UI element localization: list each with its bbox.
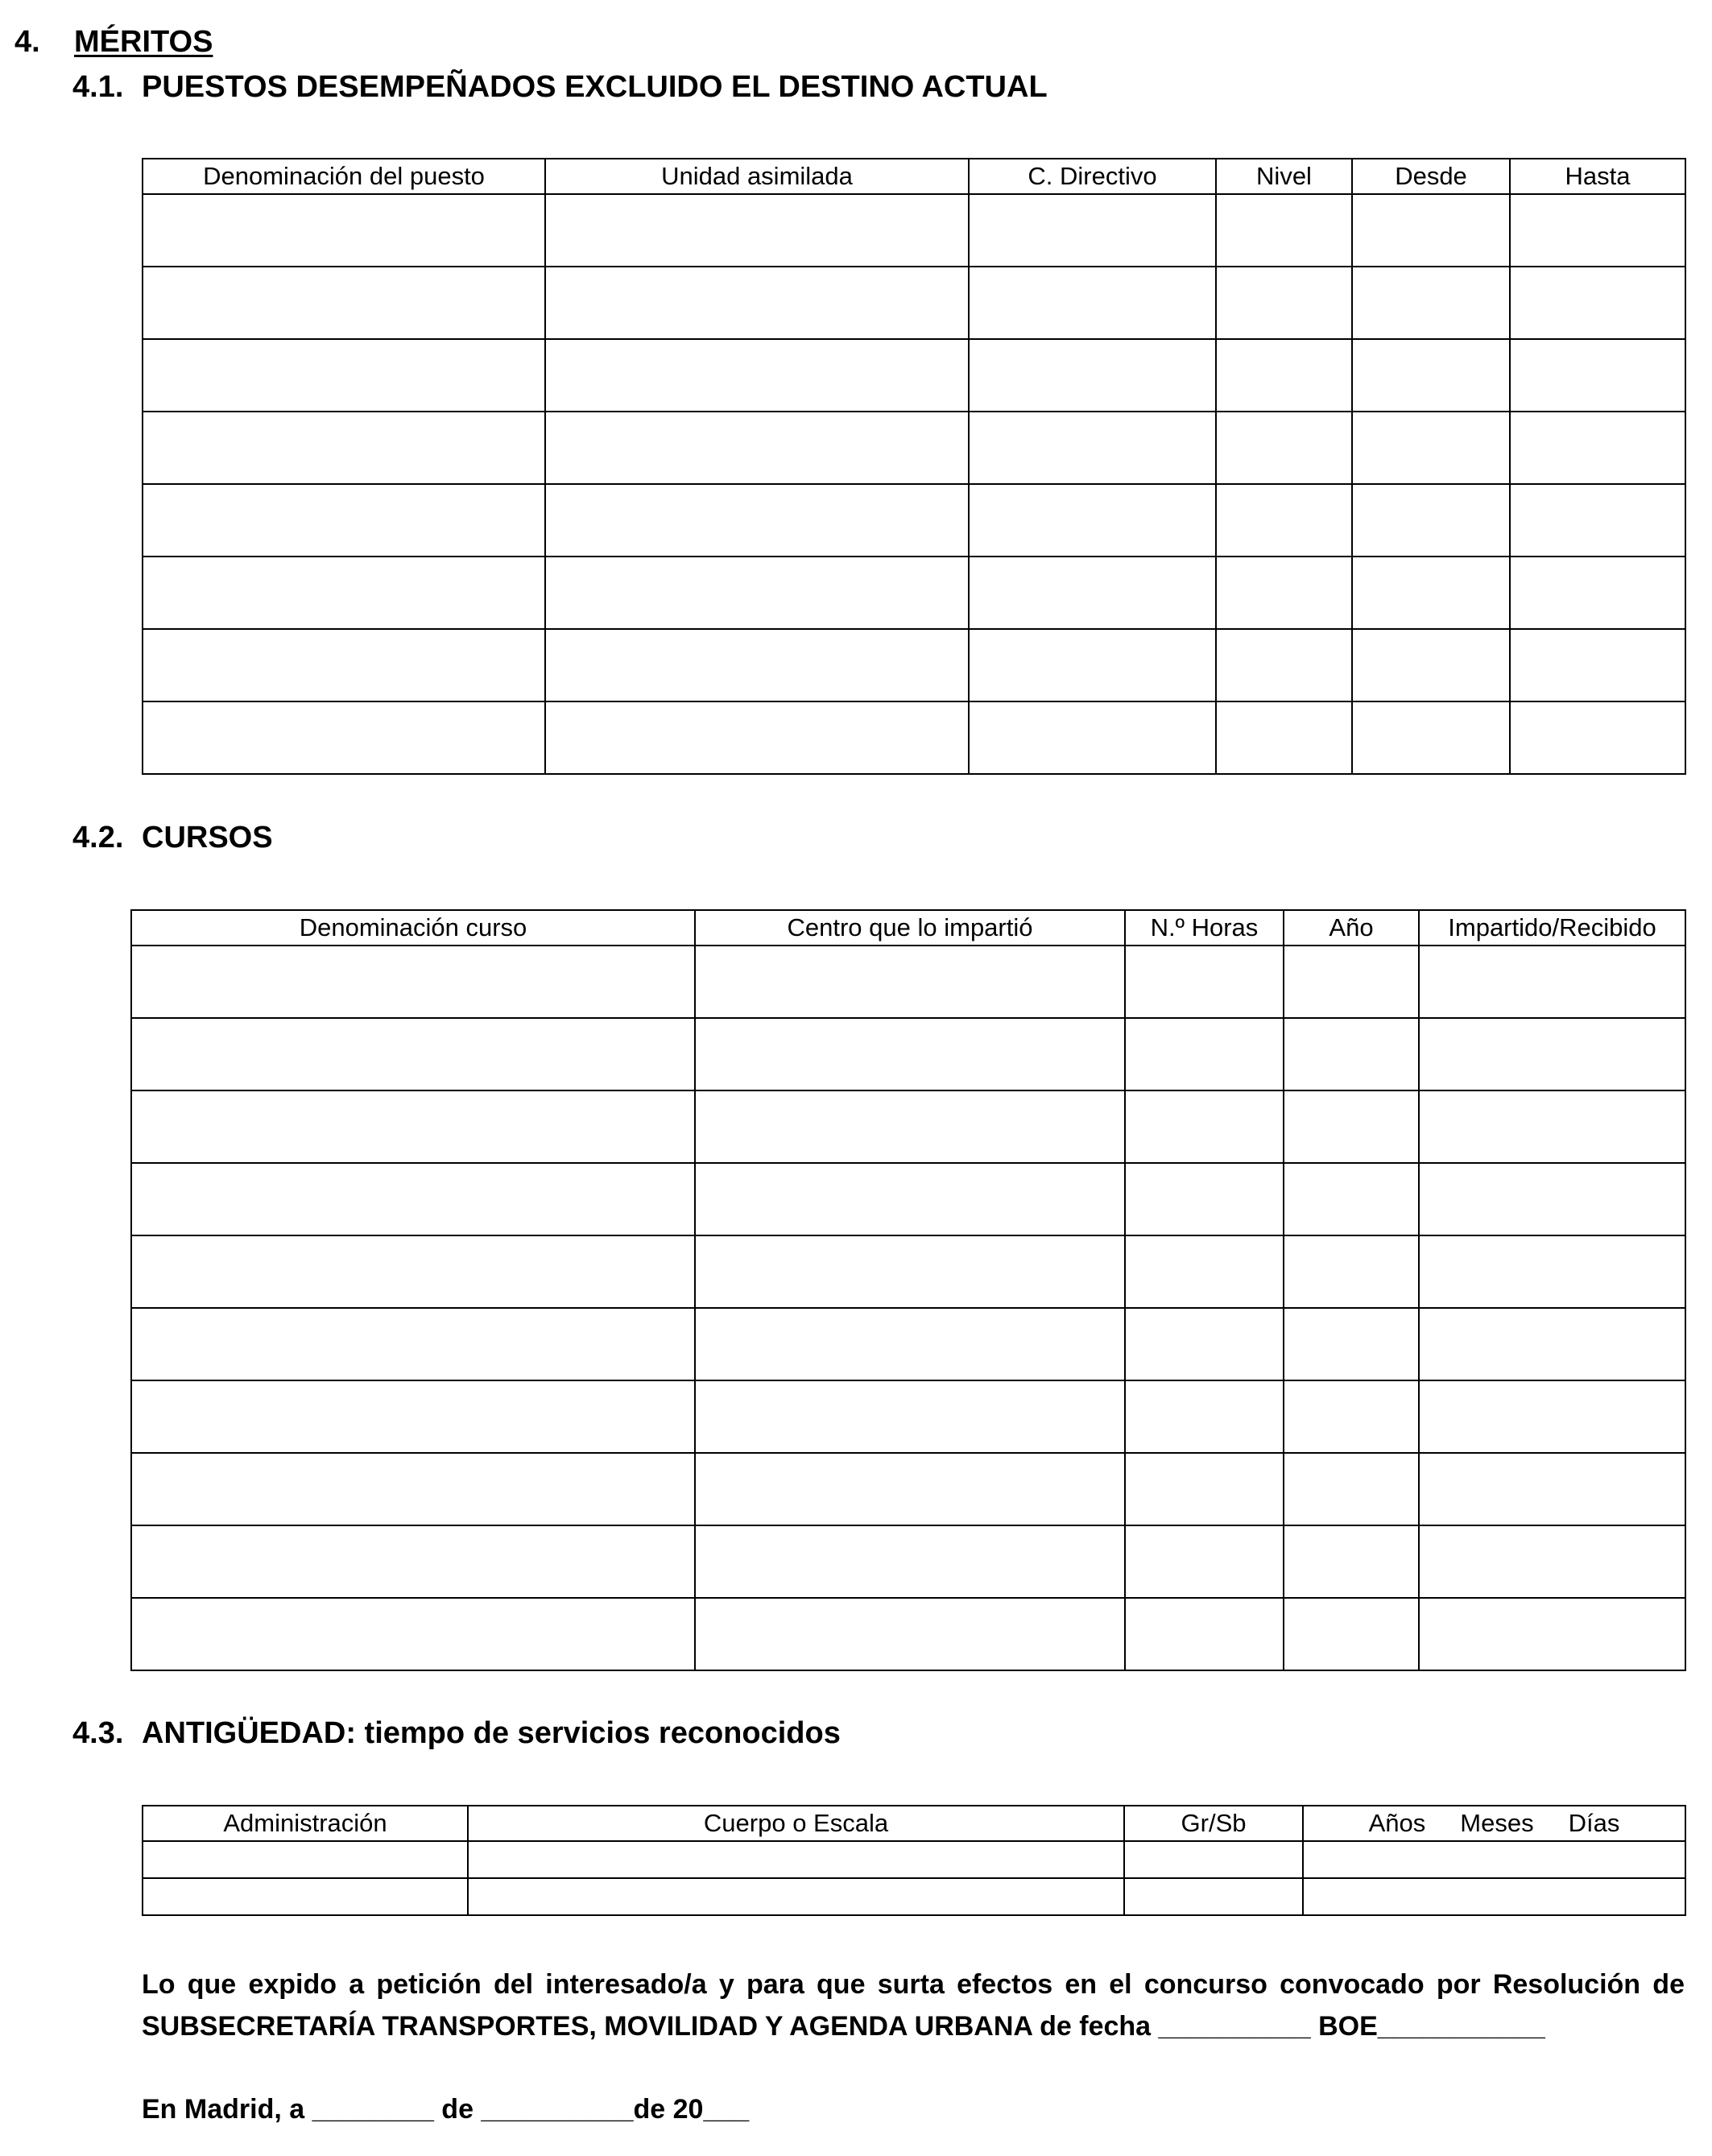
positions-table-cell[interactable] (545, 557, 969, 629)
positions-table-header (143, 159, 1685, 194)
courses-table-cell[interactable] (131, 1090, 695, 1163)
seniority-table-body (143, 1841, 1685, 1915)
positions-table-cell[interactable] (143, 267, 545, 339)
positions-table-cell[interactable] (1352, 484, 1510, 557)
courses-table-row (131, 1525, 1685, 1598)
section-4-1-title: PUESTOS DESEMPEÑADOS EXCLUIDO EL DESTINO ACTUAL (142, 70, 1048, 104)
statement-line-1: Lo que expido a petición del interesado/a y para que surta efectos en el concurso convocado por Resolución de (142, 1969, 1685, 2000)
positions-col-hasta: Hasta (1510, 159, 1685, 194)
courses-table-cell[interactable] (1125, 1308, 1284, 1380)
positions-table-cell[interactable] (1352, 267, 1510, 339)
courses-table-cell[interactable] (1125, 1018, 1284, 1090)
seniority-table-cell[interactable] (1303, 1878, 1685, 1915)
positions-table-cell[interactable] (1216, 629, 1352, 701)
positions-table-cell[interactable] (1510, 484, 1685, 557)
positions-table-body (143, 194, 1685, 774)
courses-table-cell[interactable] (695, 1163, 1125, 1235)
courses-table-cell[interactable] (1284, 1090, 1419, 1163)
positions-table-cell[interactable] (143, 484, 545, 557)
courses-table-row (131, 1163, 1685, 1235)
positions-table-cell[interactable] (143, 339, 545, 412)
courses-table-cell[interactable] (695, 1090, 1125, 1163)
courses-table-cell[interactable] (131, 1453, 695, 1525)
courses-table-row (131, 946, 1685, 1018)
positions-table-cell[interactable] (1352, 557, 1510, 629)
courses-table-cell[interactable] (695, 1380, 1125, 1453)
courses-table-cell[interactable] (1284, 1308, 1419, 1380)
seniority-col-grupo: Gr/Sb (1124, 1806, 1303, 1841)
positions-col-directivo: C. Directivo (969, 159, 1216, 194)
positions-table-cell[interactable] (1216, 701, 1352, 774)
positions-table-cell[interactable] (1352, 629, 1510, 701)
positions-table-cell[interactable] (969, 557, 1216, 629)
courses-table-cell[interactable] (1284, 946, 1419, 1018)
section-4-3-number: 4.3. (72, 1716, 124, 1750)
courses-table-cell[interactable] (695, 946, 1125, 1018)
seniority-table-cell[interactable] (1124, 1878, 1303, 1915)
courses-col-impartido: Impartido/Recibido (1419, 910, 1685, 946)
courses-table-cell[interactable] (1419, 1308, 1685, 1380)
courses-table-cell[interactable] (131, 1380, 695, 1453)
positions-table-cell[interactable] (969, 629, 1216, 701)
courses-table-cell[interactable] (1125, 1235, 1284, 1308)
courses-table (130, 909, 1686, 1671)
positions-table (142, 158, 1686, 775)
courses-table-cell[interactable] (1419, 1380, 1685, 1453)
positions-table-cell[interactable] (969, 267, 1216, 339)
courses-table-cell[interactable] (1125, 1163, 1284, 1235)
positions-table-cell[interactable] (1352, 412, 1510, 484)
positions-table-cell[interactable] (143, 412, 545, 484)
courses-table-row (131, 1380, 1685, 1453)
courses-table-cell[interactable] (131, 1525, 695, 1598)
courses-table-row (131, 1235, 1685, 1308)
courses-col-denominacion: Denominación curso (131, 910, 695, 946)
positions-col-denominacion: Denominación del puesto (143, 159, 545, 194)
seniority-table-cell[interactable] (468, 1878, 1124, 1915)
courses-table-cell[interactable] (1419, 1235, 1685, 1308)
positions-table-cell[interactable] (1216, 339, 1352, 412)
courses-col-centro: Centro que lo impartió (695, 910, 1125, 946)
courses-table-cell[interactable] (131, 1163, 695, 1235)
positions-table-cell[interactable] (143, 557, 545, 629)
positions-table-row (143, 412, 1685, 484)
seniority-col-administracion: Administración (143, 1806, 468, 1841)
positions-table-cell[interactable] (143, 629, 545, 701)
section-4-number: 4. (14, 25, 40, 59)
positions-table-cell[interactable] (143, 701, 545, 774)
courses-table-cell[interactable] (131, 1235, 695, 1308)
courses-table-cell[interactable] (1125, 946, 1284, 1018)
courses-table-cell[interactable] (1419, 946, 1685, 1018)
courses-table-cell[interactable] (695, 1453, 1125, 1525)
positions-table-cell[interactable] (1510, 339, 1685, 412)
positions-table-cell[interactable] (1216, 412, 1352, 484)
positions-table-cell[interactable] (969, 412, 1216, 484)
courses-table-cell[interactable] (695, 1308, 1125, 1380)
positions-table-cell[interactable] (1352, 339, 1510, 412)
seniority-table (142, 1805, 1686, 1916)
positions-table-cell[interactable] (969, 484, 1216, 557)
seniority-col-tiempo: Años Meses Días (1303, 1806, 1685, 1841)
courses-table-cell[interactable] (1284, 1018, 1419, 1090)
seniority-table-cell[interactable] (143, 1841, 468, 1878)
positions-table-row (143, 194, 1685, 267)
positions-table-cell[interactable] (545, 484, 969, 557)
section-4-3-heading (72, 1715, 841, 1751)
positions-table-row (143, 267, 1685, 339)
positions-table-cell[interactable] (1216, 484, 1352, 557)
section-4-2-number: 4.2. (72, 821, 124, 855)
courses-table-cell[interactable] (131, 946, 695, 1018)
courses-table-cell[interactable] (1284, 1163, 1419, 1235)
seniority-table-cell[interactable] (143, 1878, 468, 1915)
positions-table-row (143, 701, 1685, 774)
courses-table-cell[interactable] (695, 1525, 1125, 1598)
courses-table-cell[interactable] (695, 1018, 1125, 1090)
courses-table-row (131, 1090, 1685, 1163)
positions-table-row (143, 629, 1685, 701)
positions-table-cell[interactable] (545, 701, 969, 774)
courses-col-anio: Año (1284, 910, 1419, 946)
courses-table-cell[interactable] (1125, 1090, 1284, 1163)
courses-table-cell[interactable] (1125, 1453, 1284, 1525)
positions-table-cell[interactable] (1510, 701, 1685, 774)
courses-table-cell[interactable] (1284, 1453, 1419, 1525)
courses-table-cell[interactable] (1419, 1525, 1685, 1598)
courses-table-cell[interactable] (1125, 1598, 1284, 1670)
courses-table-cell[interactable] (695, 1598, 1125, 1670)
courses-table-cell[interactable] (131, 1598, 695, 1670)
courses-table-cell[interactable] (1419, 1090, 1685, 1163)
positions-table-cell[interactable] (969, 339, 1216, 412)
positions-table-cell[interactable] (545, 194, 969, 267)
positions-table-cell[interactable] (1510, 412, 1685, 484)
signature-line: En Madrid, a ________ de __________de 20___ (142, 2094, 750, 2125)
courses-table-cell[interactable] (1419, 1598, 1685, 1670)
positions-table-cell[interactable] (1510, 267, 1685, 339)
courses-table-cell[interactable] (1419, 1453, 1685, 1525)
section-4-2-heading (72, 820, 273, 855)
section-4-1-number: 4.1. (72, 70, 124, 104)
positions-table-row (143, 557, 1685, 629)
seniority-table-cell[interactable] (1124, 1841, 1303, 1878)
statement-paragraph (142, 1964, 1685, 2047)
courses-table-row (131, 1018, 1685, 1090)
seniority-table-cell[interactable] (1303, 1841, 1685, 1878)
positions-table-cell[interactable] (1510, 557, 1685, 629)
positions-table-cell[interactable] (1216, 557, 1352, 629)
seniority-table-header (143, 1806, 1685, 1841)
courses-table-cell[interactable] (1419, 1018, 1685, 1090)
courses-table-body (131, 946, 1685, 1670)
courses-col-horas: N.º Horas (1125, 910, 1284, 946)
courses-table-row (131, 1453, 1685, 1525)
positions-table-cell[interactable] (1352, 194, 1510, 267)
positions-table-row (143, 484, 1685, 557)
positions-table-row (143, 339, 1685, 412)
positions-table-cell[interactable] (1216, 267, 1352, 339)
courses-table-cell[interactable] (1125, 1380, 1284, 1453)
seniority-table-row (143, 1878, 1685, 1915)
courses-table-row (131, 1308, 1685, 1380)
positions-col-unidad: Unidad asimilada (545, 159, 969, 194)
positions-table-cell[interactable] (545, 267, 969, 339)
positions-table-cell[interactable] (545, 339, 969, 412)
statement-line-2: SUBSECRETARÍA TRANSPORTES, MOVILIDAD Y AGENDA URBANA de fecha __________ BOE___________ (142, 2011, 1545, 2042)
seniority-col-cuerpo: Cuerpo o Escala (468, 1806, 1124, 1841)
positions-table-cell[interactable] (545, 412, 969, 484)
courses-table-row (131, 1598, 1685, 1670)
section-4-1-heading (72, 69, 1048, 105)
positions-table-cell[interactable] (1216, 194, 1352, 267)
courses-table-cell[interactable] (695, 1235, 1125, 1308)
positions-col-nivel: Nivel (1216, 159, 1352, 194)
positions-table-cell[interactable] (969, 701, 1216, 774)
courses-table-cell[interactable] (131, 1018, 695, 1090)
positions-table-cell[interactable] (969, 194, 1216, 267)
positions-table-cell[interactable] (1510, 194, 1685, 267)
seniority-table-row (143, 1841, 1685, 1878)
positions-table-cell[interactable] (545, 629, 969, 701)
section-4-heading (14, 24, 213, 60)
positions-table-cell[interactable] (143, 194, 545, 267)
courses-table-header (131, 910, 1685, 946)
courses-table-cell[interactable] (1284, 1525, 1419, 1598)
section-4-3-title: ANTIGÜEDAD: tiempo de servicios reconocidos (142, 1716, 841, 1750)
positions-table-cell[interactable] (1352, 701, 1510, 774)
section-4-title: MÉRITOS (74, 25, 213, 59)
courses-table-cell[interactable] (1125, 1525, 1284, 1598)
courses-table-cell[interactable] (1284, 1380, 1419, 1453)
courses-table-cell[interactable] (1284, 1235, 1419, 1308)
courses-table-cell[interactable] (1284, 1598, 1419, 1670)
positions-table-cell[interactable] (1510, 629, 1685, 701)
seniority-table-cell[interactable] (468, 1841, 1124, 1878)
courses-table-cell[interactable] (131, 1308, 695, 1380)
section-4-2-title: CURSOS (142, 821, 273, 855)
courses-table-cell[interactable] (1419, 1163, 1685, 1235)
positions-col-desde: Desde (1352, 159, 1510, 194)
